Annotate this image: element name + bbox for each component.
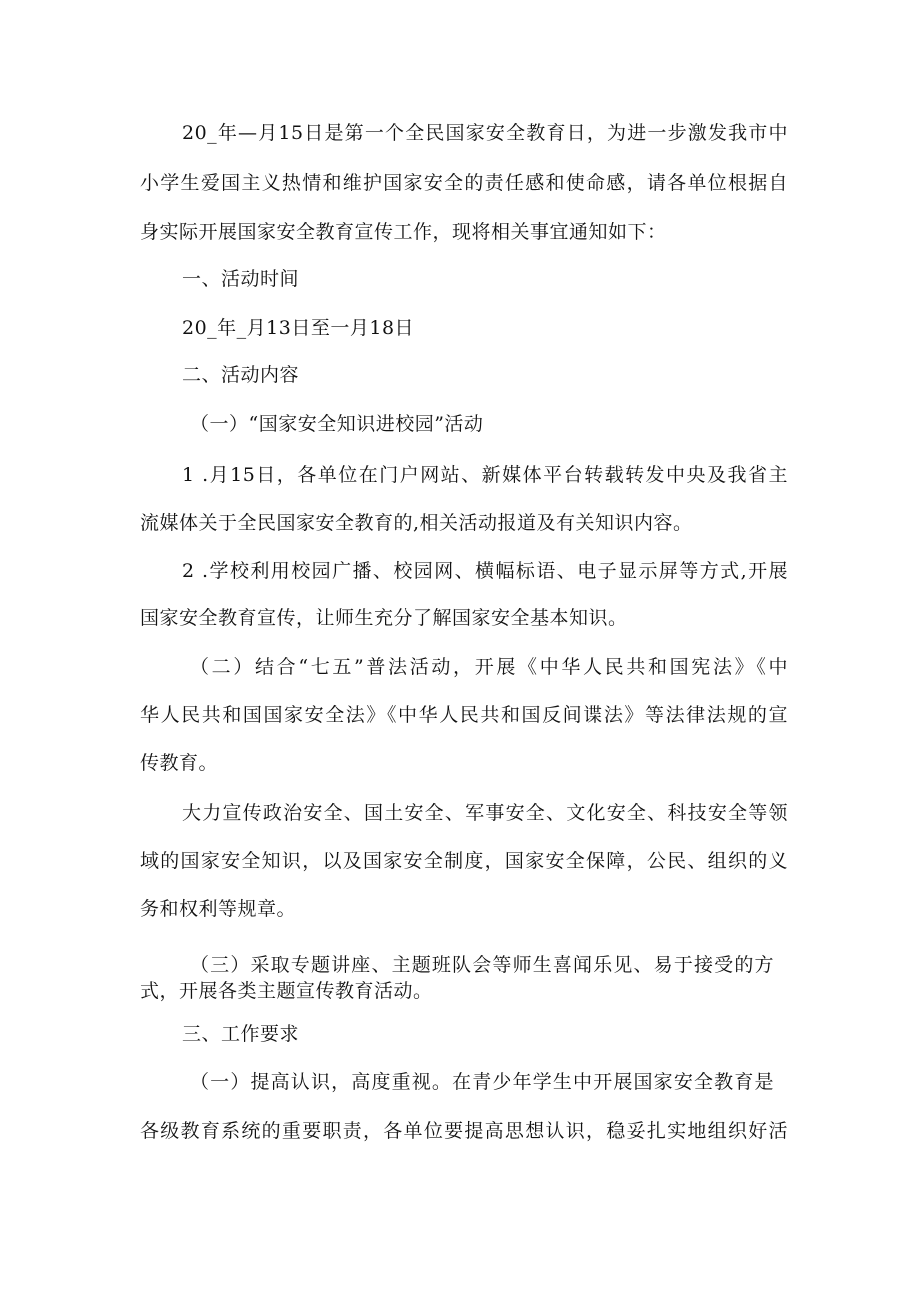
paragraph-security-areas-line-3: 务和权利等规章。	[140, 898, 297, 920]
paragraph-security-areas-line-1: 大力宣传政治安全、国土安全、军事安全、文化安全、科技安全等领	[182, 802, 788, 824]
subheading-lectures-line-1: （三）采取专题讲座、主题班队会等师生喜闻乐见、易于接受的方	[190, 954, 774, 976]
activity-date-range: 20_年_月13日至一月18日	[182, 317, 415, 339]
item-1-line-1: 1 .月15日，各单位在门户网站、新媒体平台转载转发中央及我省主	[182, 464, 788, 486]
subheading-law-line-1: （二）结合“七五”普法活动，开展《中华人民共和国宪法》《中	[190, 656, 788, 678]
item-2-line-1: 2 .学校利用校园广播、校园网、横幅标语、电子显示屏等方式,开展	[182, 560, 788, 582]
heading-work-requirements: 三、工作要求	[182, 1023, 300, 1045]
requirement-1-line-1: （一）提高认识，高度重视。在青少年学生中开展国家安全教育是	[190, 1071, 774, 1093]
subheading-lectures-line-2: 式，开展各类主题宣传教育活动。	[140, 980, 433, 1002]
heading-activity-time: 一、活动时间	[182, 268, 300, 290]
paragraph-intro-line-3: 身实际开展国家安全教育宣传工作，现将相关事宜通知如下：	[140, 221, 667, 243]
heading-activity-content: 二、活动内容	[182, 364, 300, 386]
paragraph-intro-line-2: 小学生爱国主义热情和维护国家安全的责任感和使命感，请各单位根据自	[140, 172, 788, 194]
subheading-law-line-2: 华人民共和国国家安全法》《中华人民共和国反间谍法》等法律法规的宣	[140, 704, 788, 726]
subheading-knowledge-campus: （一）“国家安全知识进校园”活动	[190, 413, 484, 435]
subheading-law-line-3: 传教育。	[140, 752, 219, 774]
paragraph-security-areas-line-2: 域的国家安全知识，以及国家安全制度，国家安全保障，公民、组织的义	[140, 850, 788, 872]
item-2-line-2: 国家安全教育宣传，让师生充分了解国家安全基本知识。	[140, 607, 628, 629]
requirement-1-line-2: 各级教育系统的重要职责，各单位要提高思想认识，稳妥扎实地组织好活	[140, 1120, 788, 1142]
item-1-line-2: 流媒体关于全民国家安全教育的,相关活动报道及有关知识内容。	[140, 512, 693, 534]
paragraph-intro-line-1: 20_年—月15日是第一个全民国家安全教育日，为进一步激发我市中	[182, 122, 788, 144]
